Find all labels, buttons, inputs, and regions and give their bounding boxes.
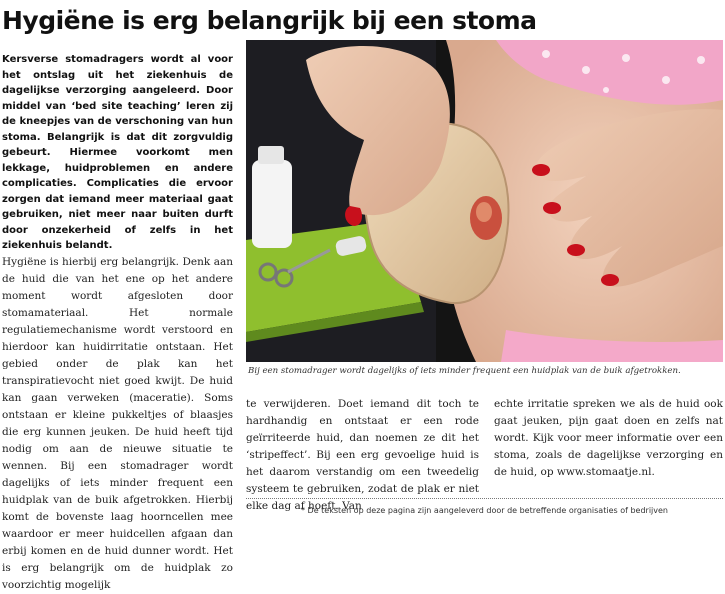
photo-caption: Bij een stomadrager wordt dagelijks of iets minder frequent een huidplak van de buik afgetrokken. — [248, 366, 681, 376]
nail — [567, 244, 585, 256]
stoma-care-illustration — [246, 40, 723, 362]
nail — [543, 202, 561, 214]
intro-paragraph: Kersverse stomadragers wordt al voor het ontslag uit het ziekenhuis de dagelijkse verzorging aangeleerd. Door middel van ‘bed site teaching’ leren zij de kneepjes van de verschoning van hun stoma. Belangrijk is dat dit zorgvuldig gebeurt. Hiermee voorkomt men lekkage, huidproblemen en andere complicaties. Complicaties die ervoor zorgen dat iemand meer materiaal gaat gebruiken, niet meer naar buiten durft door onzekerheid of zelfs in het ziekenhuis belandt. — [2, 54, 233, 251]
footnote: * De teksten op deze pagina zijn aangeleverd door de betreffende organisaties of bedrijven — [300, 506, 668, 515]
nail — [601, 274, 619, 286]
body-column-2: te verwijderen. Doet iemand dit toch te hardhandig en ontstaat er een rode geïrriteerde huid, dan noemen ze dit het ‘stripeffect’. Bij een erg gevoelige huid is het daarom verstandig om een tweedelig systeem te gebruiken, zodat de plak er niet elke dag af hoeft. Van — [246, 398, 479, 512]
lotion-bottle — [252, 160, 292, 248]
body-column-1: Hygiëne is hierbij erg belangrijk. Denk aan de huid die van het ene op het andere moment wordt afgesloten door stomamateriaal. Het normale regulatiemechanisme wordt verstoord en hierdoor kan huidirritatie ontstaan. Het gebied onder de plak kan het transpiratievocht niet goed kwijt. De huid kan gaan verweken (maceratie). Soms ontstaan er kleine pukkeltjes of blaasjes die erg kunnen jeuken. De huid heeft tijd nodig om aan de nieuwe situatie te wennen. Bij een stomadrager wordt dagelijks of iets minder frequent een huidplak van de buik afgetrokken. Hierbij komt de bovenste laag hoorncellen mee waardoor er meer huidcellen afgaan dan erbij komen en de huid dunner wordt. Het is erg belangrijk om de huidplak zo voorzichtig mogelijk — [2, 256, 233, 591]
body-column-3: echte irritatie spreken we als de huid ook gaat jeuken, pijn gaat doen en zelfs nat wordt. Kijk voor meer informatie over een stoma, zoals de dagelijkse verzorging en de huid, op www.stomaatje.nl. — [494, 398, 723, 478]
stoma-care-photo — [246, 40, 723, 362]
footnote-divider — [246, 498, 723, 499]
headline: Hygiëne is erg belangrijk bij een stoma — [2, 6, 537, 35]
nail — [532, 164, 550, 176]
